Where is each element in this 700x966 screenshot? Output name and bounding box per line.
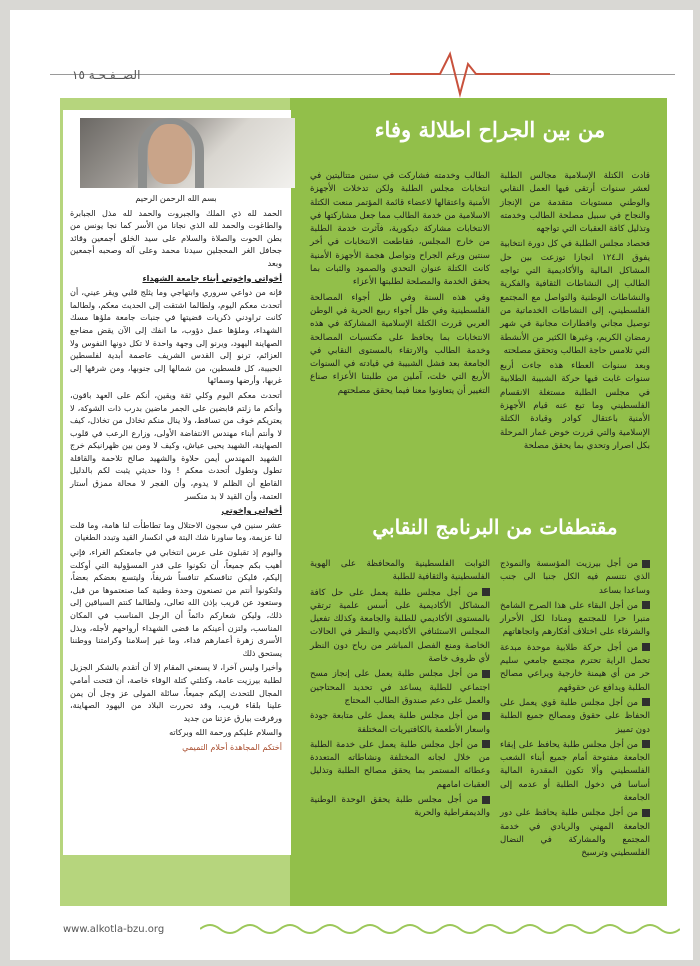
section2-title: مقتطفات من البرنامج النقابي [372, 515, 618, 539]
paragraph: قادت الكتلة الإسلامية مجالس الطلبة لعشر سنوات أرتقى فيها العمل النقابي والوطني مستويات متقدمة من الإنجاز والنجاح في سبيل مصلحة الطالب وخدمته وتذليل كافة العقبات التي تواجهه [500, 171, 650, 235]
bullet-icon [642, 740, 650, 748]
list-item: من أجل مجلس طلبة يعمل على خدمة الطلبة من خلال لجانه المختلفة ونشاطاته المتعددة وعطائه المستمر بما يحقق مصالح الطلبة وتذليل العقبات امامهم [310, 739, 490, 790]
bullet-icon [642, 560, 650, 568]
intro-paragraph: الحمد لله ذي الملك والجبروت والحمد لله مذل الجبابرة والطاغوت والحمد لله الذي نجانا من الأسر كما نجا يونس من بطن الحوت والصلاة والسلام على سيد الخلق أجمعين وقائد جحافل الغر المحجلين سيدنا محمد وعلى آله وصحبه أجمعين وبعد [70, 207, 282, 268]
list-item: من أجل البقاء على هذا الصرح الشامخ منبرا حرا للمجتمع ومنادا لكل الأحرار والشرفاء على اختلاف أفكارهم واتجاهاتهم [500, 600, 650, 638]
bullet-icon [482, 588, 490, 596]
heartbeat-line-icon [390, 48, 550, 98]
subheading: أخواتي وإخوتي أبناء جامعة الشهداء [142, 272, 282, 283]
paragraph: عشر سنين في سجون الاحتلال وما تطاطأت لنا هامة، وما قلت لنا عزيمة، وما ساورنا شك البتة في انكسار القيد وتبدد الطغيان [70, 519, 282, 543]
section1-left-column [310, 170, 490, 515]
magazine-page [10, 10, 693, 960]
paragraph: الطالب وخدمته فشاركت في ستين متتاليتين في انتخابات مجلس الطلبة ولكن تدخلات الأجهزة الأمنية واعتقالها لاعضاء قائمة المؤتمر منعت الكتلة الاسلامية من خدمة الطالب مما جعل مشاركتها في الانتخابات مشاركة ديكورية، فآثرت خدمة الطلبة من خارج المجلس، فقاطعت الانتخابات في أخر سنتين ورغم الجراح وتواصل هجمة الأجهزة الأمنية كانت الكتلة عنوان التحدي والصمود والثبات بما يحقق الخدمة والمصلحة لطلبتها الأعزاء [310, 171, 490, 288]
paragraph: فحصاد مجلس الطلبة في كل دورة انتخابية يفوق الـ١٢٤ انجازا توزعت بين حل المشاكل المالية والأكاديمية التي تواجه الطالب إلى النشاطات الثقافية والفكرية والنشاطات الوطنية والتواصل مع المجتمع الفلسطيني، إلى النشاطات الخدماتية من توصيل مجاني وافطارات مجانية في شهر رمضان الكريم، وغيرها الكثير من الأنشطة التي تلامس حاجة الطالب وتحقق مصلحته [500, 239, 650, 356]
list-item: من أجل مجلس طلبة يعمل على حل كافة المشاكل الأكاديمية على أسس علمية ترتقي بالمستوى الأكاديمي للطلبة والجامعة وكذلك تفعيل المجلس الاستئنافي الأكاديمي والنظر في الحالات الخاصة ومنع الفصل المباشر من رياح دون النظر لأي ظروف خاصة [310, 587, 490, 665]
paragraph: وفي هذه السنة وفي ظل أجواء المصالحة الفلسطينية وفي ظل أجواء ربيع الحرية في الوطن العربي قررت الكتلة الإسلامية المشاركة في هذه الانتخابات بما يحافظ على مكتسبات المصالحة وخدمة الطالب والارتقاء بالمستوى النقابي في الجامعة بعد فشل الشبيبة في قيادته في السنوات الأربع التي خلت، آملين من طلبتنا الأعزاء صناع التغيير أن يتعاونوا معنا فيما يحقق مصلحتهم [310, 292, 490, 396]
list-item: الثوابت الفلسطينية والمحافظة على الهوية الفلسطينية والثقافية للطلبة [310, 559, 490, 583]
section1-title: من بين الجراح اطلالة وفاء [374, 117, 606, 142]
page-header [10, 10, 693, 110]
list-item: من أجل مجلس طلبة يعمل على متابعة جودة واسعار الأطعمة بالكافتيريات المختلفة [310, 711, 490, 735]
website-link[interactable]: www.alkotla-bzu.org [63, 924, 165, 935]
bullet-icon [482, 712, 490, 720]
list-item: من أجل بيرزيت المؤسسة والنموذج الذي نتنسم فيه الكل جنبا الى جنب وساعدا بساعد [500, 559, 650, 596]
list-item: من أجل مجلس طلبة يحافظ على إبقاء الجامعة مفتوحة أمام جميع أبناء الشعب الفلسطيني وألا تكون المقدرة المالية أساسا في دخول الطلبة أو عدمه إلى الجامعة [500, 739, 650, 804]
letter-article [70, 192, 282, 862]
bullet-icon [482, 670, 490, 678]
subheading: أخواتي وإخوتي [221, 505, 282, 516]
bullet-icon [482, 740, 490, 748]
section1-right-column [500, 170, 650, 515]
list-item: من أجل حركة طلابية موحدة مبدعة تحمل الراية تحترم مجتمع جامعي سليم حر من أي هيمنة خارجية ويراعي مصالح الطلبة ويدافع عن حقوقهم [500, 642, 650, 693]
bullet-icon [642, 809, 650, 817]
header-rule [50, 74, 675, 75]
bullet-icon [482, 796, 490, 804]
bullet-icon [642, 698, 650, 706]
paragraph: وبعد سنوات العطاء هذه جاءت أربع سنوات غابت فيها حركة الشبيبة الطلابية في مجلس الطلبة مستغلة الانقسام الفلسطيني وما تبع عنه قيام الأجهزة الأمنية باعتقال كوادر وقيادة الكتلة الإسلامية والتي قررت خوض غمار المرحلة بكل اصرار وتحدي بما يحقق مصلحة [500, 361, 650, 451]
list-item: من أجل مجلس طلبة يعمل على إنجاز مسح اجتماعي للطلبة يساعد في تحديد المحتاجين والعمل على دعم صندوق الطالب المحتاج [310, 669, 490, 706]
paragraph: أتحدث معكم اليوم وكلي ثقة ويقين، أنكم على العهد باقون، وأنكم ما زلتم قابضين على الجمر ماضين بدرب ذات الشوكة، لا يعتريكم خوف من تساقط، ولا ينال منكم تخاذل من تخاذل، كيف لا وأنتم أبناء مهندس الانتفاضة الأولى، وزارع الرعب في قلوب الصهاينة، الشهيد يحيى عياش، وكيف لا ومن بين ظهرانيكم خرج الشهيد المهندس أيمن حلاوة والشهيد صالح تلاحمة والقافلة تطول وتطول أتحدث معكم ! وذا حديثي يثبت لكم بالدليل القاطع أن الظلم لا يدوم، وأن الفجر لا محالة ممزق أستار العتمة، وأن القيد لا بد منكسر [70, 389, 282, 501]
list-item: من أجل مجلس طلبة قوي يعمل على الحفاظ على حقوق ومصالح جميع الطلبة دون تمييز [500, 697, 650, 735]
page-number: الصــفـحـة ١٥ [72, 68, 141, 82]
section2-right-column [500, 558, 650, 903]
list-item: من أجل مجلس طلبة يحافظ على دور الجامعة المهني والريادي في خدمة المجتمع والمشاركة في النضال الفلسطيني وترسيخ [500, 808, 650, 859]
paragraph: وأخيرا وليس آخرا، لا يسعني المقام إلا أن أتقدم بالشكر الجزيل لطلبة بيرزيت عامة، وكتلتي كتلة الوفاء خاصة، أن فتحت أمامي المجال للتحدث إليكم جميعاً، سائلة المولى عز وجل أن يمن علينا بلقاء قريب، وقد تحررت البلاد من اليهود الصهاينة، ورفرفت بيارق عزتنا من جديد [70, 662, 282, 723]
closing: والسلام عليكم ورحمة الله وبركاته [169, 727, 282, 738]
bullet-icon [642, 643, 650, 651]
face-shape [148, 124, 192, 184]
list-item: من أجل مجلس طلبة يحقق الوحدة الوطنية والديمقراطية والحرية [310, 795, 490, 819]
signature: أختكم المجاهدة أحلام التميمي [182, 741, 282, 752]
bullet-icon [642, 601, 650, 609]
paragraph: واليوم إذ تقبلون على عرس انتخابي في جامعتكم الغراء، فإني أهيب بكم جميعاً، أن تكونوا على قدر المسؤولية التي أوكلت إليكم، فليكن تنافسكم تنافساً شريفاً، وليتسع بعضكم بعضاً، ولتكونوا أنتم من تصنعون وحدة وطنية كما صنعتموها من قبل، وستعود عن قريب بإذن الله تعالى، ولطالما كنتم السباقين إلى ذلك، وليكن شعاركم دائماً أن الرجل المناسب في المكان المناسب، ولتزن أعينكم ما قضى الشهداء أرواحهم لأجله، وبذل الأسرى زهرة أعمارهم فداء، وما غير إسلامنا وكرامتنا ووطننا يستحق ذلك [70, 547, 282, 658]
basmala: بسم الله الرحمن الرحيم [135, 193, 217, 203]
wave-decoration-icon [200, 920, 680, 938]
paragraph: فإنه من دواعي سروري وابتهاجي وما يثلج قلبي ويقر عيني، أن أتحدث معكم اليوم، ولطالما اشتقت إلى الحديث معكم، ولطالما كانت تراودني ذكريات قضيتها في جنبات جامعة ملؤها مسك الشهداء، وملؤها عمل دؤوب، ما انفك إلى الآن يقض مضاجع الصهاينة اليهود، ويرنو إلى وجهة واحدة لا تكل دونها النفوس ولا العزائم، ترنو إلى القدس الشريف عاصمة أبدية لفلسطين الحبيبة، كل فلسطين، من شمالها إلى جنوبها، ومن شرقها إلى غربها، وأرضها وسمائها [70, 287, 282, 386]
section2-left-column [310, 558, 490, 903]
author-photo [80, 118, 295, 188]
